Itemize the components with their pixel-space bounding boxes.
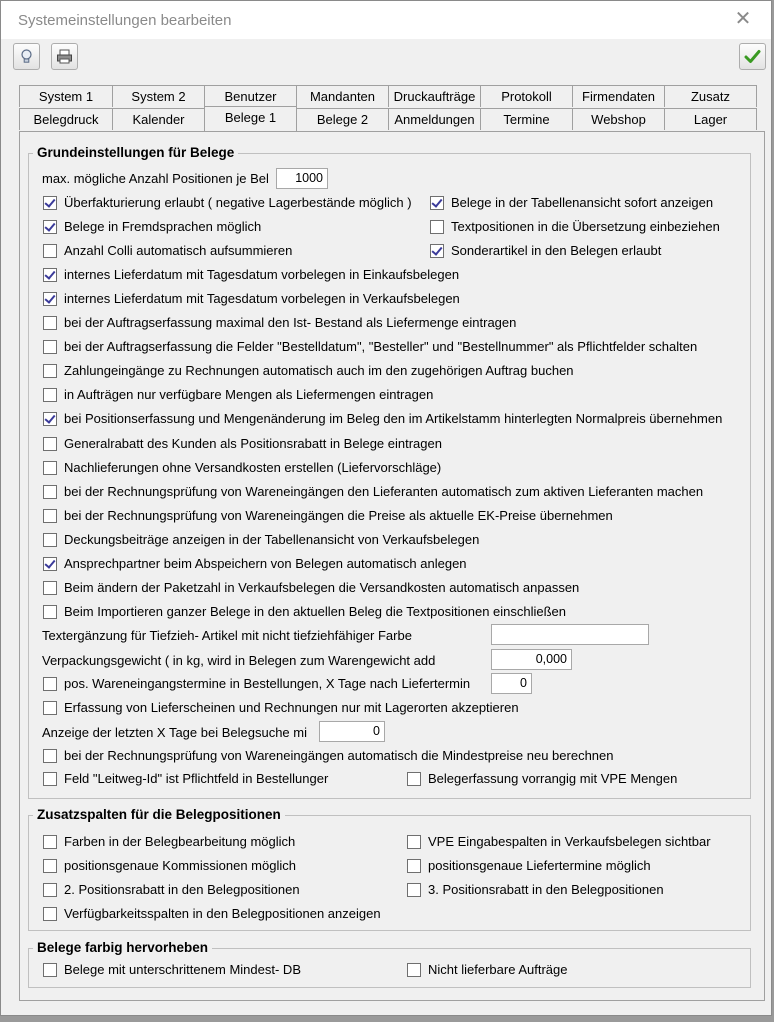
checkbox-ansprechpartner-beim-abspeichern-von-bel[interactable] (43, 557, 57, 571)
option-label: Anzahl Colli automatisch aufsummieren (64, 243, 293, 258)
tab-anmeldungen[interactable]: Anmeldungen (388, 108, 481, 130)
checkbox-anzahl-colli-automatisch-aufsummieren[interactable] (43, 244, 57, 258)
checkbox-2-positionsrabatt-in-den-belegpositionen[interactable] (43, 883, 57, 897)
option-label: bei der Auftragserfassung maximal den Ist- Bestand als Liefermenge eintragen (64, 315, 517, 331)
wareneingang-input[interactable]: 0 (491, 673, 532, 694)
confirm-button[interactable] (739, 43, 766, 70)
checkbox-bei-der-rechnungsprüfung-von-wareneingän[interactable] (43, 485, 57, 499)
option-label: Belege in Fremdsprachen möglich (64, 219, 262, 234)
option-label: Belege mit unterschrittenem Mindest- DB (64, 962, 301, 977)
anzeige-tage-input[interactable]: 0 (319, 721, 385, 742)
vpe-mengen-label: Belegerfassung vorrangig mit VPE Mengen (428, 771, 678, 786)
option-label: in Aufträgen nur verfügbare Mengen als Liefermengen eintragen (64, 387, 434, 403)
confirm-check-icon (744, 48, 761, 65)
option-label: bei der Auftragserfassung die Felder "Bestelldatum", "Besteller" und "Bestellnummer" als Pflichtfelder schalten (64, 339, 698, 355)
checkbox-bei-positionserfassung-und-mengenänderun[interactable] (43, 412, 57, 426)
checkbox-belege-in-der-tabellenansicht-sofort-anz[interactable] (430, 196, 444, 210)
option-label: bei der Rechnungsprüfung von Wareneingängen die Preise als aktuelle EK-Preise übernehmen (64, 507, 613, 523)
mindestpreise-checkbox[interactable] (43, 749, 57, 763)
option-label: bei Positionserfassung und Mengenänderung im Beleg den im Artikelstamm hinterlegten Normalpreis übernehmen (64, 411, 723, 427)
checkbox-internes-lieferdatum-mit-tagesdatum-vorb[interactable] (43, 292, 57, 306)
option-label: Nachlieferungen ohne Versandkosten erstellen (Liefervorschläge) (64, 459, 442, 475)
hint-button[interactable] (13, 43, 40, 70)
checkbox-beim-importieren-ganzer-belege-in-den-ak[interactable] (43, 605, 57, 619)
option-label: positionsgenaue Kommissionen möglich (64, 858, 296, 873)
close-icon[interactable]: ✕ (734, 8, 752, 30)
title-bar (1, 1, 771, 39)
checkbox-überfakturierung-erlaubt-negative-lagerb[interactable] (43, 196, 57, 210)
checkbox-belege-in-fremdsprachen-möglich[interactable] (43, 220, 57, 234)
option-label: Belege in der Tabellenansicht sofort anzeigen (451, 195, 714, 210)
erfassung-lagerorte-checkbox[interactable] (43, 701, 57, 715)
tab-termine[interactable]: Termine (480, 108, 573, 130)
leitweg-label: Feld "Leitweg-Id" ist Pflichtfeld in Bestellunger (64, 771, 329, 786)
checkbox-positionsgenaue-liefertermine-möglich[interactable] (407, 859, 421, 873)
option-label: Sonderartikel in den Belegen erlaubt (451, 243, 662, 258)
tab-mandanten[interactable]: Mandanten (296, 85, 389, 107)
checkbox-in-aufträgen-nur-verfügbare-mengen-als-l[interactable] (43, 388, 57, 402)
option-label: Zahlungeingänge zu Rechnungen automatisch auch im den zugehörigen Auftrag buchen (64, 363, 574, 379)
vpe-mengen-checkbox[interactable] (407, 772, 421, 786)
group-title-zusatzspalten: Zusatzspalten für die Belegpositionen (33, 807, 285, 823)
checkbox-sonderartikel-in-den-belegen-erlaubt[interactable] (430, 244, 444, 258)
tab-firmendaten[interactable]: Firmendaten (572, 85, 665, 107)
tab-belegdruck[interactable]: Belegdruck (19, 108, 113, 130)
option-label: Generalrabatt des Kunden als Positionsrabatt in Belege eintragen (64, 435, 442, 451)
printer-icon (56, 48, 73, 65)
tab-panel-belege-1 (19, 131, 765, 1001)
group-title-grundeinstellungen: Grundeinstellungen für Belege (33, 145, 238, 161)
wareneingang-label: pos. Wareneingangstermine in Bestellungen, X Tage nach Liefertermin (64, 676, 471, 691)
checkbox-vpe-eingabespalten-in-verkaufsbelegen-si[interactable] (407, 835, 421, 849)
tab-protokoll[interactable]: Protokoll (480, 85, 573, 107)
option-label: Beim ändern der Paketzahl in Verkaufsbelegen die Versandkosten automatisch anpassen (64, 579, 580, 595)
checkbox-3-positionsrabatt-in-den-belegpositionen[interactable] (407, 883, 421, 897)
textergaenzung-label: Textergänzung für Tiefzieh- Artikel mit nicht tiefziehfähiger Farbe (42, 628, 412, 643)
checkbox-belege-mit-unterschrittenem-mindest-db[interactable] (43, 963, 57, 977)
checkbox-internes-lieferdatum-mit-tagesdatum-vorb[interactable] (43, 268, 57, 282)
option-label: VPE Eingabespalten in Verkaufsbelegen sichtbar (428, 834, 711, 849)
leitweg-checkbox[interactable] (43, 772, 57, 786)
checkbox-zahlungeingänge-zu-rechnungen-automatisc[interactable] (43, 364, 57, 378)
erfassung-lagerorte-label: Erfassung von Lieferscheinen und Rechnungen nur mit Lagerorten akzeptieren (64, 700, 519, 715)
option-label: Überfakturierung erlaubt ( negative Lagerbestände möglich ) (64, 195, 412, 210)
option-label: 2. Positionsrabatt in den Belegpositionen (64, 882, 300, 897)
checkbox-generalrabatt-des-kunden-als-positionsra[interactable] (43, 437, 57, 451)
checkbox-beim-ändern-der-paketzahl-in-verkaufsbel[interactable] (43, 581, 57, 595)
option-label: Verfügbarkeitsspalten in den Belegpositionen anzeigen (64, 906, 381, 921)
checkbox-nachlieferungen-ohne-versandkosten-erste[interactable] (43, 461, 57, 475)
tab-belege-2[interactable]: Belege 2 (296, 108, 389, 130)
option-label: Textpositionen in die Übersetzung einbeziehen (451, 219, 720, 234)
option-label: positionsgenaue Liefertermine möglich (428, 858, 651, 873)
verpackung-input[interactable]: 0,000 (491, 649, 572, 670)
option-label: bei der Rechnungsprüfung von Wareneingängen den Lieferanten automatisch zum aktiven Lieferanten machen (64, 483, 704, 499)
tab-system-2[interactable]: System 2 (112, 85, 205, 107)
checkbox-textpositionen-in-die-übersetzung-einbez[interactable] (430, 220, 444, 234)
anzeige-tage-label: Anzeige der letzten X Tage bei Belegsuche mi (42, 725, 307, 740)
textergaenzung-input[interactable] (491, 624, 649, 645)
max-positions-input[interactable]: 1000 (276, 168, 328, 189)
tab-lager[interactable]: Lager (664, 108, 757, 130)
toolbar (1, 39, 771, 73)
tab-zusatz[interactable]: Zusatz (664, 85, 757, 107)
lightbulb-icon (18, 48, 35, 65)
checkbox-positionsgenaue-kommissionen-möglich[interactable] (43, 859, 57, 873)
checkbox-verfügbarkeitsspalten-in-den-belegpositi[interactable] (43, 907, 57, 921)
checkbox-bei-der-auftragserfassung-die-felder-bes[interactable] (43, 340, 57, 354)
checkbox-farben-in-der-belegbearbeitung-möglich[interactable] (43, 835, 57, 849)
tab-benutzer[interactable]: Benutzer (204, 85, 297, 107)
checkbox-bei-der-auftragserfassung-maximal-den-is[interactable] (43, 316, 57, 330)
tab-kalender[interactable]: Kalender (112, 108, 205, 130)
window-title: Systemeinstellungen bearbeiten (18, 12, 232, 29)
verpackung-label: Verpackungsgewicht ( in kg, wird in Belegen zum Warengewicht add (42, 653, 436, 668)
wareneingang-checkbox[interactable] (43, 677, 57, 691)
print-button[interactable] (51, 43, 78, 70)
option-label: Deckungsbeiträge anzeigen in der Tabellenansicht von Verkaufsbelegen (64, 531, 480, 547)
option-label: internes Lieferdatum mit Tagesdatum vorbelegen in Verkaufsbelegen (64, 291, 460, 307)
tab-druckauftraege[interactable]: Druckaufträge (388, 85, 481, 107)
group-title-farbig: Belege farbig hervorheben (33, 940, 212, 956)
max-positions-label: max. mögliche Anzahl Positionen je Bel (42, 171, 269, 186)
option-label: internes Lieferdatum mit Tagesdatum vorbelegen in Einkaufsbelegen (64, 267, 460, 283)
option-label: Ansprechpartner beim Abspeichern von Belegen automatisch anlegen (64, 555, 467, 571)
tab-belege-1[interactable]: Belege 1 (204, 106, 297, 131)
checkbox-nicht-lieferbare-aufträge[interactable] (407, 963, 421, 977)
checkbox-deckungsbeiträge-anzeigen-in-der-tabelle[interactable] (43, 533, 57, 547)
option-label: Nicht lieferbare Aufträge (428, 962, 568, 977)
option-label: Farben in der Belegbearbeitung möglich (64, 834, 296, 849)
tab-webshop[interactable]: Webshop (572, 108, 665, 130)
checkbox-bei-der-rechnungsprüfung-von-wareneingän[interactable] (43, 509, 57, 523)
mindestpreise-label: bei der Rechnungsprüfung von Wareneingängen automatisch die Mindestpreise neu berechnen (64, 748, 614, 763)
option-label: Beim Importieren ganzer Belege in den aktuellen Beleg die Textpositionen einschließen (64, 603, 567, 619)
tab-system-1[interactable]: System 1 (19, 85, 113, 107)
option-label: 3. Positionsrabatt in den Belegpositionen (428, 882, 664, 897)
